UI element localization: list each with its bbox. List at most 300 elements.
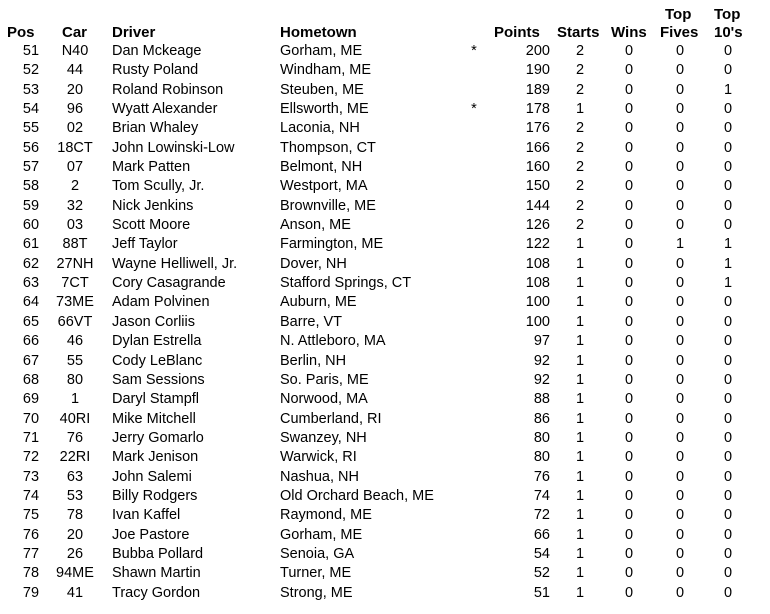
table-row [0, 584, 770, 603]
wins-cell: 0 [624, 236, 634, 253]
car-number-cell: 44 [66, 62, 84, 79]
starts-cell: 1 [575, 449, 585, 466]
wins-cell: 0 [624, 352, 634, 369]
table-row [0, 216, 770, 235]
top-fives-cell: 0 [675, 352, 685, 369]
car-number-cell: 1 [70, 391, 80, 408]
top-tens-cell: 0 [723, 468, 733, 485]
driver-cell: Roland Robinson [112, 81, 224, 98]
table-row [0, 448, 770, 467]
driver-cell: Billy Rodgers [112, 487, 198, 504]
hometown-cell: Old Orchard Beach, ME [280, 487, 434, 504]
driver-cell: Dan Mckeage [112, 43, 202, 59]
top-tens-cell: 0 [723, 565, 733, 582]
wins-cell: 0 [624, 449, 634, 466]
header-top-fives-line1: Top [665, 6, 692, 23]
wins-cell: 0 [624, 81, 634, 98]
position-cell: 63 [22, 275, 40, 292]
position-cell: 67 [22, 352, 40, 369]
hometown-cell: Cumberland, RI [280, 410, 382, 427]
driver-cell: Scott Moore [112, 217, 191, 234]
starts-cell: 1 [575, 468, 585, 485]
hometown-cell: Laconia, NH [280, 120, 360, 137]
driver-cell: John Lowinski-Low [112, 139, 235, 156]
driver-cell: Joe Pastore [112, 526, 190, 543]
hometown-cell: Ellsworth, ME [280, 101, 369, 118]
starts-cell: 1 [575, 352, 585, 369]
driver-cell: Tracy Gordon [112, 584, 201, 601]
header-starts: Starts [557, 24, 600, 41]
top-fives-cell: 0 [675, 487, 685, 504]
top-fives-cell: 0 [675, 391, 685, 408]
starts-cell: 1 [575, 410, 585, 427]
car-number-cell: 2 [70, 178, 80, 195]
top-fives-cell: 0 [675, 333, 685, 350]
table-row [0, 371, 770, 390]
position-cell: 70 [22, 410, 40, 427]
top-fives-cell: 0 [675, 507, 685, 524]
top-tens-cell: 0 [723, 584, 733, 601]
wins-cell: 0 [624, 120, 634, 137]
table-row [0, 545, 770, 564]
car-number-cell: 07 [66, 159, 84, 176]
top-tens-cell: 0 [723, 217, 733, 234]
top-fives-cell: 0 [675, 120, 685, 137]
header-car: Car [62, 24, 88, 41]
driver-cell: Mike Mitchell [112, 410, 196, 427]
top-tens-cell: 0 [723, 159, 733, 176]
points-cell: 80 [533, 449, 550, 466]
top-fives-cell: 0 [675, 178, 685, 195]
top-fives-cell: 0 [675, 255, 685, 272]
wins-cell: 0 [624, 410, 634, 427]
points-cell: 86 [533, 410, 550, 427]
top-fives-cell: 0 [675, 468, 685, 485]
car-number-cell: 78 [66, 507, 84, 524]
driver-cell: Shawn Martin [112, 565, 201, 582]
points-cell: 100 [525, 294, 550, 311]
hometown-cell: Swanzey, NH [280, 429, 367, 446]
top-tens-cell: 1 [723, 275, 733, 292]
position-cell: 73 [22, 468, 40, 485]
driver-cell: Mark Jenison [112, 449, 199, 466]
table-row [0, 468, 770, 487]
car-number-cell: 26 [66, 545, 84, 562]
hometown-cell: Windham, ME [280, 62, 372, 79]
starts-cell: 1 [575, 487, 585, 504]
driver-cell: Sam Sessions [112, 371, 205, 388]
table-row [0, 100, 770, 119]
starts-cell: 1 [575, 507, 585, 524]
top-tens-cell: 0 [723, 333, 733, 350]
points-cell: 166 [525, 139, 550, 156]
top-tens-cell: 0 [723, 101, 733, 118]
wins-cell: 0 [624, 584, 634, 601]
hometown-cell: Westport, MA [280, 178, 368, 195]
top-tens-cell: 0 [723, 43, 733, 59]
hometown-cell: Belmont, NH [280, 159, 363, 176]
table-row [0, 197, 770, 216]
position-cell: 79 [22, 584, 40, 601]
points-cell: 108 [525, 275, 550, 292]
top-tens-cell: 0 [723, 62, 733, 79]
rookie-marker: * [471, 43, 477, 59]
top-fives-cell: 0 [675, 294, 685, 311]
top-tens-cell: 0 [723, 197, 733, 214]
table-row [0, 139, 770, 158]
wins-cell: 0 [624, 487, 634, 504]
starts-cell: 1 [575, 333, 585, 350]
points-cell: 51 [533, 584, 550, 601]
wins-cell: 0 [624, 371, 634, 388]
driver-cell: Mark Patten [112, 159, 191, 176]
table-row [0, 410, 770, 429]
position-cell: 64 [22, 294, 40, 311]
top-fives-cell: 0 [675, 101, 685, 118]
header-pos: Pos [7, 24, 35, 41]
points-cell: 80 [533, 429, 550, 446]
header-driver: Driver [112, 24, 156, 41]
top-fives-cell: 0 [675, 313, 685, 330]
starts-cell: 1 [575, 294, 585, 311]
wins-cell: 0 [624, 545, 634, 562]
top-fives-cell: 0 [675, 584, 685, 601]
top-fives-cell: 0 [675, 410, 685, 427]
top-fives-cell: 0 [675, 565, 685, 582]
hometown-cell: Raymond, ME [280, 507, 372, 524]
hometown-cell: So. Paris, ME [280, 371, 369, 388]
starts-cell: 1 [575, 101, 585, 118]
car-number-cell: 27NH [56, 255, 94, 272]
top-tens-cell: 0 [723, 371, 733, 388]
top-tens-cell: 0 [723, 545, 733, 562]
driver-cell: John Salemi [112, 468, 192, 485]
points-cell: 178 [525, 101, 550, 118]
wins-cell: 0 [624, 101, 634, 118]
table-row [0, 177, 770, 196]
starts-cell: 2 [575, 178, 585, 195]
table-row [0, 313, 770, 332]
starts-cell: 2 [575, 43, 585, 59]
car-number-cell: 53 [66, 487, 84, 504]
wins-cell: 0 [624, 468, 634, 485]
hometown-cell: Gorham, ME [280, 43, 363, 59]
starts-cell: 1 [575, 545, 585, 562]
position-cell: 57 [22, 159, 40, 176]
wins-cell: 0 [624, 429, 634, 446]
hometown-cell: Dover, NH [280, 255, 347, 272]
header-top-tens-line1: Top [714, 6, 741, 23]
top-fives-cell: 0 [675, 197, 685, 214]
top-fives-cell: 0 [675, 371, 685, 388]
wins-cell: 0 [624, 275, 634, 292]
top-fives-cell: 1 [675, 236, 685, 253]
table-row [0, 429, 770, 448]
wins-cell: 0 [624, 507, 634, 524]
points-cell: 108 [525, 255, 550, 272]
position-cell: 62 [22, 255, 40, 272]
table-row [0, 352, 770, 371]
points-cell: 176 [525, 120, 550, 137]
driver-cell: Jerry Gomarlo [112, 429, 204, 446]
points-cell: 72 [533, 507, 550, 524]
position-cell: 59 [22, 197, 40, 214]
wins-cell: 0 [624, 294, 634, 311]
table-row [0, 526, 770, 545]
car-number-cell: 02 [66, 120, 84, 137]
top-fives-cell: 0 [675, 275, 685, 292]
hometown-cell: Senoia, GA [280, 545, 355, 562]
points-cell: 74 [533, 487, 550, 504]
table-row [0, 255, 770, 274]
position-cell: 71 [22, 429, 40, 446]
starts-cell: 2 [575, 81, 585, 98]
table-row [0, 42, 770, 61]
starts-cell: 1 [575, 526, 585, 543]
wins-cell: 0 [624, 43, 634, 59]
driver-cell: Brian Whaley [112, 120, 199, 137]
starts-cell: 1 [575, 429, 585, 446]
car-number-cell: 73ME [56, 294, 94, 311]
starts-cell: 2 [575, 159, 585, 176]
hometown-cell: Auburn, ME [280, 294, 357, 311]
wins-cell: 0 [624, 333, 634, 350]
wins-cell: 0 [624, 159, 634, 176]
position-cell: 51 [22, 43, 40, 59]
starts-cell: 2 [575, 120, 585, 137]
points-cell: 52 [533, 565, 550, 582]
top-tens-cell: 1 [723, 81, 733, 98]
wins-cell: 0 [624, 217, 634, 234]
starts-cell: 1 [575, 313, 585, 330]
hometown-cell: Turner, ME [280, 565, 352, 582]
starts-cell: 2 [575, 139, 585, 156]
car-number-cell: 40RI [59, 410, 91, 427]
header-top-fives-line2: Fives [660, 24, 699, 41]
top-fives-cell: 0 [675, 526, 685, 543]
position-cell: 75 [22, 507, 40, 524]
hometown-cell: Thompson, CT [280, 139, 376, 156]
hometown-cell: Norwood, MA [280, 391, 368, 408]
hometown-cell: Anson, ME [280, 217, 351, 234]
top-tens-cell: 0 [723, 391, 733, 408]
header-hometown: Hometown [280, 24, 357, 41]
position-cell: 54 [22, 101, 40, 118]
car-number-cell: 88T [62, 236, 88, 253]
table-row [0, 390, 770, 409]
starts-cell: 2 [575, 197, 585, 214]
position-cell: 60 [22, 217, 40, 234]
driver-cell: Jeff Taylor [112, 236, 178, 253]
top-fives-cell: 0 [675, 159, 685, 176]
top-fives-cell: 0 [675, 429, 685, 446]
car-number-cell: 63 [66, 468, 84, 485]
car-number-cell: N40 [61, 43, 89, 59]
points-cell: 189 [525, 81, 550, 98]
top-tens-cell: 0 [723, 178, 733, 195]
points-cell: 122 [525, 236, 550, 253]
car-number-cell: 20 [66, 81, 84, 98]
driver-cell: Rusty Poland [112, 62, 199, 79]
driver-cell: Wayne Helliwell, Jr. [112, 255, 238, 272]
position-cell: 53 [22, 81, 40, 98]
table-row [0, 274, 770, 293]
car-number-cell: 76 [66, 429, 84, 446]
top-tens-cell: 0 [723, 449, 733, 466]
points-cell: 92 [533, 371, 550, 388]
points-cell: 144 [525, 197, 550, 214]
wins-cell: 0 [624, 313, 634, 330]
wins-cell: 0 [624, 62, 634, 79]
table-row [0, 332, 770, 351]
table-body [0, 42, 770, 603]
table-row [0, 61, 770, 80]
points-cell: 200 [525, 43, 550, 59]
car-number-cell: 03 [66, 217, 84, 234]
top-tens-cell: 0 [723, 487, 733, 504]
car-number-cell: 94ME [56, 565, 94, 582]
position-cell: 65 [22, 313, 40, 330]
points-cell: 160 [525, 159, 550, 176]
header-top-tens-line2: 10's [714, 24, 743, 41]
points-cell: 76 [533, 468, 550, 485]
top-tens-cell: 0 [723, 294, 733, 311]
position-cell: 72 [22, 449, 40, 466]
hometown-cell: Gorham, ME [280, 526, 363, 543]
hometown-cell: Brownville, ME [280, 197, 376, 214]
position-cell: 68 [22, 371, 40, 388]
wins-cell: 0 [624, 197, 634, 214]
driver-cell: Tom Scully, Jr. [112, 178, 205, 195]
position-cell: 66 [22, 333, 40, 350]
hometown-cell: Stafford Springs, CT [280, 275, 412, 292]
car-number-cell: 18CT [57, 139, 93, 156]
wins-cell: 0 [624, 391, 634, 408]
car-number-cell: 22RI [59, 449, 91, 466]
driver-cell: Ivan Kaffel [112, 507, 181, 524]
top-fives-cell: 0 [675, 545, 685, 562]
car-number-cell: 7CT [61, 275, 89, 292]
top-tens-cell: 0 [723, 507, 733, 524]
car-number-cell: 96 [66, 101, 84, 118]
table-row [0, 487, 770, 506]
wins-cell: 0 [624, 565, 634, 582]
position-cell: 55 [22, 120, 40, 137]
driver-cell: Jason Corliis [112, 313, 195, 330]
top-fives-cell: 0 [675, 62, 685, 79]
wins-cell: 0 [624, 139, 634, 156]
starts-cell: 1 [575, 275, 585, 292]
position-cell: 61 [22, 236, 40, 253]
position-cell: 58 [22, 178, 40, 195]
car-number-cell: 46 [66, 333, 84, 350]
position-cell: 76 [22, 526, 40, 543]
table-row [0, 506, 770, 525]
driver-cell: Cody LeBlanc [112, 352, 203, 369]
top-tens-cell: 0 [723, 120, 733, 137]
position-cell: 52 [22, 62, 40, 79]
top-fives-cell: 0 [675, 43, 685, 59]
top-tens-cell: 0 [723, 352, 733, 369]
driver-cell: Cory Casagrande [112, 275, 226, 292]
top-tens-cell: 0 [723, 313, 733, 330]
points-cell: 97 [533, 333, 550, 350]
top-fives-cell: 0 [675, 81, 685, 98]
car-number-cell: 66VT [57, 313, 93, 330]
top-fives-cell: 0 [675, 139, 685, 156]
hometown-cell: Farmington, ME [280, 236, 384, 253]
top-tens-cell: 0 [723, 139, 733, 156]
hometown-cell: Nashua, NH [280, 468, 359, 485]
hometown-cell: Barre, VT [280, 313, 343, 330]
position-cell: 69 [22, 391, 40, 408]
points-cell: 190 [525, 62, 550, 79]
position-cell: 74 [22, 487, 40, 504]
car-number-cell: 80 [66, 371, 84, 388]
position-cell: 77 [22, 545, 40, 562]
points-cell: 88 [533, 391, 550, 408]
header-points: Points [494, 24, 540, 41]
top-fives-cell: 0 [675, 217, 685, 234]
wins-cell: 0 [624, 178, 634, 195]
driver-cell: Bubba Pollard [112, 545, 204, 562]
driver-cell: Adam Polvinen [112, 294, 210, 311]
table-row [0, 119, 770, 138]
header-wins: Wins [611, 24, 647, 41]
driver-cell: Wyatt Alexander [112, 101, 218, 118]
driver-cell: Dylan Estrella [112, 333, 202, 350]
car-number-cell: 55 [66, 352, 84, 369]
position-cell: 56 [22, 139, 40, 156]
hometown-cell: Berlin, NH [280, 352, 347, 369]
top-tens-cell: 0 [723, 526, 733, 543]
table-row [0, 81, 770, 100]
starts-cell: 1 [575, 565, 585, 582]
starts-cell: 1 [575, 255, 585, 272]
table-row [0, 235, 770, 254]
driver-cell: Nick Jenkins [112, 197, 194, 214]
starts-cell: 1 [575, 584, 585, 601]
car-number-cell: 32 [66, 197, 84, 214]
starts-cell: 1 [575, 236, 585, 253]
driver-cell: Daryl Stampfl [112, 391, 200, 408]
points-cell: 92 [533, 352, 550, 369]
table-row [0, 564, 770, 583]
top-fives-cell: 0 [675, 449, 685, 466]
rookie-marker: * [471, 101, 477, 118]
hometown-cell: Warwick, RI [280, 449, 357, 466]
points-cell: 54 [533, 545, 550, 562]
position-cell: 78 [22, 565, 40, 582]
hometown-cell: Strong, ME [280, 584, 353, 601]
table-row [0, 158, 770, 177]
car-number-cell: 41 [66, 584, 84, 601]
top-tens-cell: 1 [723, 236, 733, 253]
top-tens-cell: 0 [723, 429, 733, 446]
points-cell: 66 [533, 526, 550, 543]
points-cell: 150 [525, 178, 550, 195]
top-tens-cell: 1 [723, 255, 733, 272]
wins-cell: 0 [624, 255, 634, 272]
wins-cell: 0 [624, 526, 634, 543]
starts-cell: 1 [575, 371, 585, 388]
top-tens-cell: 0 [723, 410, 733, 427]
points-cell: 126 [525, 217, 550, 234]
hometown-cell: N. Attleboro, MA [280, 333, 386, 350]
car-number-cell: 20 [66, 526, 84, 543]
starts-cell: 2 [575, 217, 585, 234]
points-cell: 100 [525, 313, 550, 330]
